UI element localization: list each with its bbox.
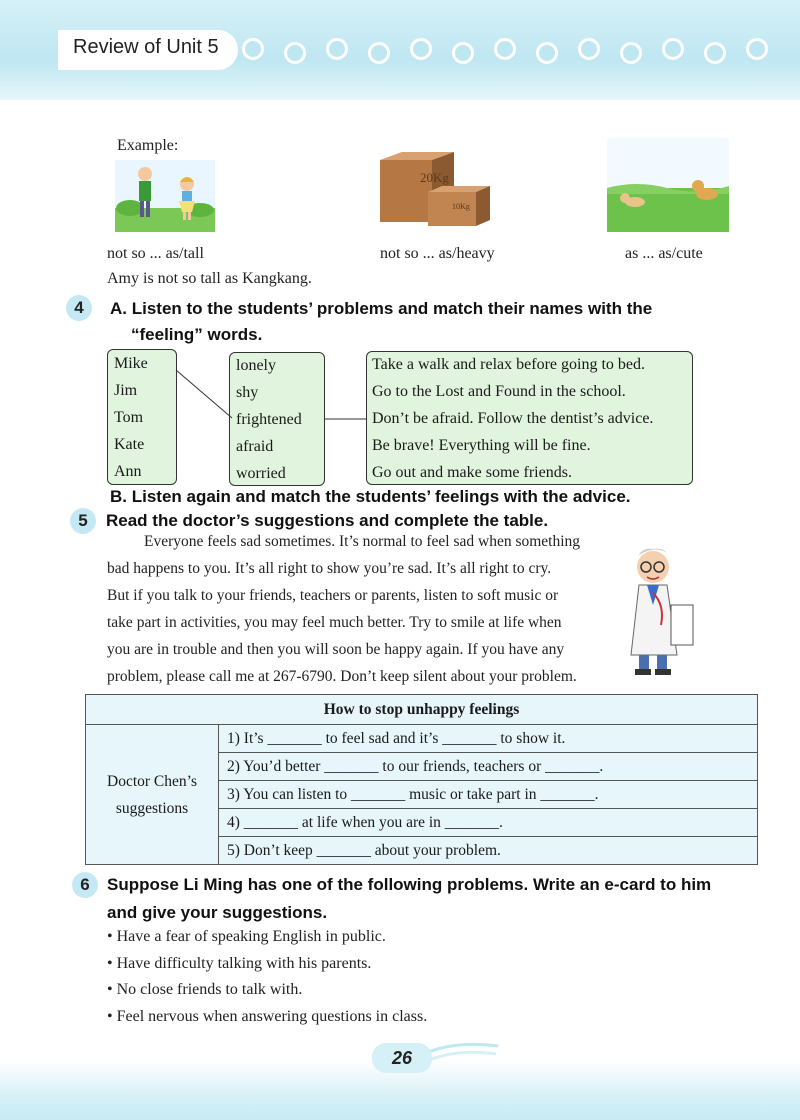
table-header: How to stop unhappy feelings: [86, 695, 758, 725]
bullet-text: No close friends to talk with.: [116, 981, 303, 998]
section-5-number: 5: [70, 508, 96, 534]
section-5-instruction: Read the doctor’s suggestions and complete the table.: [106, 511, 549, 530]
paragraph-line: you are in trouble and then you will soon be happy again. If you have any: [107, 641, 565, 658]
bullet-text: Have a fear of speaking English in public.: [116, 928, 386, 945]
bullet-icon: •: [107, 928, 113, 945]
advice-item: Go out and make some friends.: [372, 464, 572, 481]
example-caption-3: as ... as/cute: [625, 245, 703, 262]
example-sentence: Amy is not so tall as Kangkang.: [107, 270, 312, 287]
example-label: Example:: [117, 137, 179, 154]
boxes-weight-picture: [380, 152, 492, 227]
puppies-cute-picture: [607, 138, 729, 232]
header-decoration-circles: [242, 38, 782, 68]
bullet-text: Feel nervous when answering questions in class.: [116, 1008, 428, 1025]
table-row: 2) You’d better _______ to our friends, teachers or _______.: [219, 753, 758, 781]
paragraph-line: problem, please call me at 267-6790. Don’t keep silent about your problem.: [107, 668, 577, 685]
feeling-item: worried: [236, 465, 286, 482]
unit-title: Review of Unit 5: [73, 36, 219, 58]
section-6-instruction-line2: and give your suggestions.: [107, 903, 328, 922]
bullet-icon: •: [107, 955, 113, 972]
suggestions-table: [85, 694, 758, 865]
advice-item: Go to the Lost and Found in the school.: [372, 383, 626, 400]
box-small-label: 10Kg: [452, 202, 470, 211]
name-item: Ann: [114, 463, 142, 480]
paragraph-line: Everyone feels sad sometimes. It’s normal to feel sad when something: [144, 533, 581, 550]
page-number: 26: [372, 1043, 432, 1073]
paragraph-line: take part in activities, you may feel much better. Try to smile at life when: [107, 614, 562, 631]
matching-lines: [170, 360, 370, 430]
section-6-instruction-line1: Suppose Li Ming has one of the following problems. Write an e-card to him: [107, 875, 712, 894]
section-4a-instruction-line1: A. Listen to the students’ problems and match their names with the: [110, 299, 653, 318]
box-big-label: 20Kg: [420, 170, 449, 185]
row-label-line1: Doctor Chen’s: [107, 772, 197, 790]
name-item: Jim: [114, 382, 138, 399]
table-row: 3) You can listen to _______ music or take part in _______.: [219, 781, 758, 809]
paragraph-line: bad happens to you. It’s all right to show you’re sad. It’s all right to cry.: [107, 560, 552, 577]
feeling-item: lonely: [236, 357, 276, 374]
doctor-illustration: [625, 545, 705, 680]
feeling-item: frightened: [236, 411, 302, 428]
section-4a-instruction-line2: “feeling” words.: [131, 325, 263, 344]
bullet-item: [107, 981, 302, 999]
paragraph-line: But if you talk to your friends, teachers or parents, listen to soft music or: [107, 587, 559, 604]
table-row: 4) _______ at life when you are in _______.: [219, 809, 758, 837]
example-caption-2: not so ... as/heavy: [380, 245, 495, 262]
bullet-text: Have difficulty talking with his parents.: [116, 955, 372, 972]
bullet-item: [107, 955, 371, 973]
footer-swoosh: [420, 1036, 500, 1066]
feeling-item: afraid: [236, 438, 274, 455]
section-6-number: 6: [72, 872, 98, 898]
advice-item: Be brave! Everything will be fine.: [372, 437, 591, 454]
name-item: Tom: [114, 409, 144, 426]
section-4-number: 4: [66, 295, 92, 321]
advice-item: Don’t be afraid. Follow the dentist’s advice.: [372, 410, 654, 427]
name-item: Mike: [114, 355, 148, 372]
table-row-label: [86, 725, 219, 865]
advice-item: Take a walk and relax before going to bed.: [372, 356, 645, 373]
row-label-line2: suggestions: [115, 799, 189, 817]
bullet-icon: •: [107, 1008, 113, 1025]
table-row: 1) It’s _______ to feel sad and it’s _______ to show it.: [219, 725, 758, 753]
name-item: Kate: [114, 436, 145, 453]
example-caption-1: not so ... as/tall: [107, 245, 204, 262]
names-box: [107, 349, 177, 485]
advice-box: [366, 351, 693, 485]
bullet-icon: •: [107, 981, 113, 998]
bullet-item: [107, 928, 386, 946]
feeling-item: shy: [236, 384, 259, 401]
kids-height-picture: [115, 160, 215, 232]
bullet-item: [107, 1008, 427, 1026]
section-4b-instruction: B. Listen again and match the students’ feelings with the advice.: [110, 487, 631, 506]
table-row: 5) Don’t keep _______ about your problem.: [219, 837, 758, 865]
